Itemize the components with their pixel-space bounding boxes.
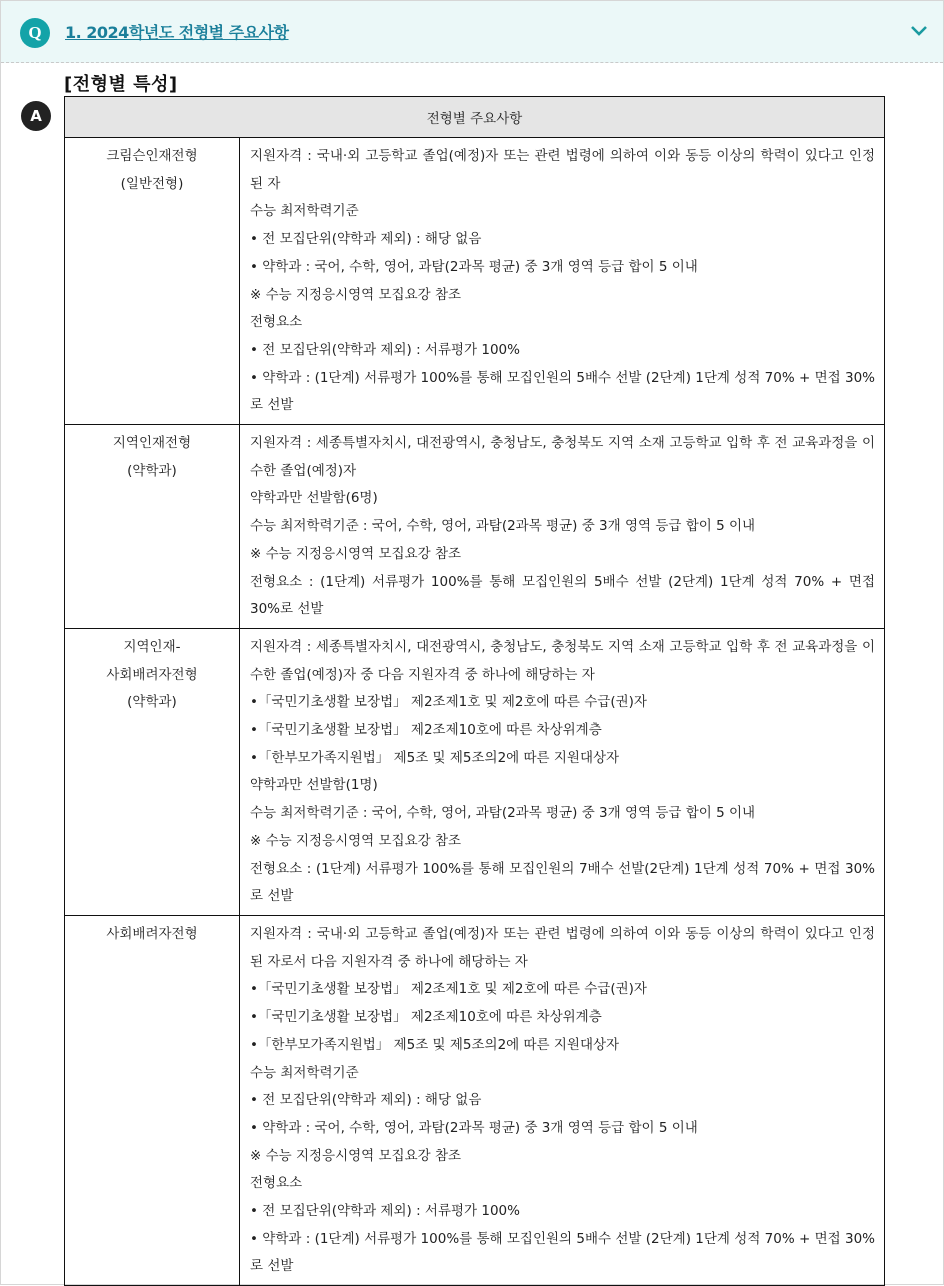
- answer-badge: A: [21, 101, 51, 131]
- detail-line: •「국민기초생활 보장법」 제2조제1호 및 제2호에 따른 수급(권)자: [250, 694, 647, 711]
- detail-line: 전형요소 : (1단계) 서류평가 100%를 통해 모집인원의 7배수 선발(2단계) 1단계 성적 70% + 면접 30%로 선발: [250, 860, 875, 905]
- detail-line: •「국민기초생활 보장법」 제2조제10호에 따른 차상위계층: [250, 1009, 602, 1026]
- admission-type-label: 크림슨인재전형: [106, 148, 198, 164]
- detail-line: 약학과만 선발함(1명): [250, 777, 378, 794]
- detail-line: • 전 모집단위(약학과 제외) : 해당 없음: [250, 231, 482, 248]
- detail-line: • 전 모집단위(약학과 제외) : 해당 없음: [250, 1092, 482, 1109]
- detail-line: 수능 최저학력기준: [250, 203, 359, 220]
- detail-line: 수능 최저학력기준 : 국어, 수학, 영어, 과탐(2과목 평균) 중 3개 영역 등급 합이 5 이내: [250, 518, 756, 535]
- table-header: 전형별 주요사항: [65, 97, 885, 138]
- admission-type-cell: [65, 425, 240, 629]
- detail-line: •「국민기초생활 보장법」 제2조제1호 및 제2호에 따른 수급(권)자: [250, 981, 647, 998]
- admission-types-table: [64, 96, 885, 1286]
- admission-details-cell: [240, 915, 885, 1285]
- detail-line: 지원자격 : 국내·외 고등학교 졸업(예정)자 또는 관련 법령에 의하여 이와 동등 이상의 학력이 있다고 인정된 자: [250, 148, 875, 192]
- table-row: [65, 138, 885, 425]
- detail-line: ※ 수능 지정응시영역 모집요강 참조: [250, 832, 462, 849]
- table-row: [65, 915, 885, 1285]
- detail-line: • 약학과 : (1단계) 서류평가 100%를 통해 모집인원의 5배수 선발 (2단계) 1단계 성적 70% + 면접 30%로 선발: [250, 369, 875, 414]
- admission-type-label: (일반전형): [120, 175, 184, 192]
- detail-line: • 약학과 : (1단계) 서류평가 100%를 통해 모집인원의 5배수 선발 (2단계) 1단계 성적 70% + 면접 30%로 선발: [250, 1230, 875, 1275]
- detail-line: •「한부모가족지원법」 제5조 및 제5조의2에 따른 지원대상자: [250, 1036, 620, 1053]
- admission-type-label: (약학과): [127, 462, 177, 479]
- detail-line: 전형요소 : (1단계) 서류평가 100%를 통해 모집인원의 5배수 선발 (2단계) 1단계 성적 70% + 면접 30%로 선발: [250, 573, 875, 618]
- section-title: [전형별 특성]: [64, 74, 178, 95]
- detail-line: • 전 모집단위(약학과 제외) : 서류평가 100%: [250, 341, 520, 358]
- admission-type-label: 사회배려자전형: [106, 925, 198, 942]
- question-badge: Q: [20, 18, 50, 48]
- admission-details-cell: [240, 138, 885, 425]
- admission-type-label: 사회배려자전형: [106, 666, 198, 683]
- admission-details-cell: [240, 425, 885, 629]
- detail-line: 전형요소: [250, 314, 303, 331]
- detail-line: • 약학과 : 국어, 수학, 영어, 과탐(2과목 평균) 중 3개 영역 등급 합이 5 이내: [250, 258, 698, 275]
- detail-line: ※ 수능 지정응시영역 모집요강 참조: [250, 286, 462, 303]
- detail-line: 지원자격 : 세종특별자치시, 대전광역시, 충청남도, 충청북도 지역 소재 고등학교 입학 후 전 교육과정을 이수한 졸업(예정)자: [250, 435, 875, 479]
- detail-line: ※ 수능 지정응시영역 모집요강 참조: [250, 545, 462, 562]
- detail-line: 지원자격 : 세종특별자치시, 대전광역시, 충청남도, 충청북도 지역 소재 고등학교 입학 후 전 교육과정을 이수한 졸업(예정)자 중 다음 지원자격 중 하나에 해당하는 자: [250, 638, 875, 683]
- detail-line: 수능 최저학력기준: [250, 1064, 359, 1081]
- admission-type-cell: [65, 915, 240, 1285]
- detail-line: 지원자격 : 국내·외 고등학교 졸업(예정)자 또는 관련 법령에 의하여 이와 동등 이상의 학력이 있다고 인정된 자로서 다음 지원자격 중 하나에 해당하는 자: [250, 925, 875, 970]
- chevron-down-icon[interactable]: [909, 23, 929, 39]
- detail-line: 전형요소: [250, 1175, 303, 1192]
- question-header[interactable]: [1, 1, 943, 63]
- admission-type-label: 지역인재-: [123, 638, 181, 655]
- detail-line: 약학과만 선발함(6명): [250, 490, 378, 507]
- detail-line: •「국민기초생활 보장법」 제2조제10호에 따른 차상위계층: [250, 722, 602, 739]
- question-title-link[interactable]: 1. 2024학년도 전형별 주요사항: [65, 23, 289, 42]
- detail-line: ※ 수능 지정응시영역 모집요강 참조: [250, 1147, 462, 1164]
- admission-type-label: (약학과): [127, 694, 177, 711]
- admission-type-cell: [65, 138, 240, 425]
- admission-type-cell: [65, 628, 240, 915]
- admission-details-cell: [240, 628, 885, 915]
- detail-line: • 약학과 : 국어, 수학, 영어, 과탐(2과목 평균) 중 3개 영역 등급 합이 5 이내: [250, 1119, 698, 1136]
- detail-line: 수능 최저학력기준 : 국어, 수학, 영어, 과탐(2과목 평균) 중 3개 영역 등급 합이 5 이내: [250, 805, 756, 822]
- detail-line: •「한부모가족지원법」 제5조 및 제5조의2에 따른 지원대상자: [250, 749, 620, 766]
- table-row: [65, 425, 885, 629]
- detail-line: • 전 모집단위(약학과 제외) : 서류평가 100%: [250, 1203, 520, 1220]
- admission-type-label: 지역인재전형: [112, 435, 192, 452]
- table-row: [65, 628, 885, 915]
